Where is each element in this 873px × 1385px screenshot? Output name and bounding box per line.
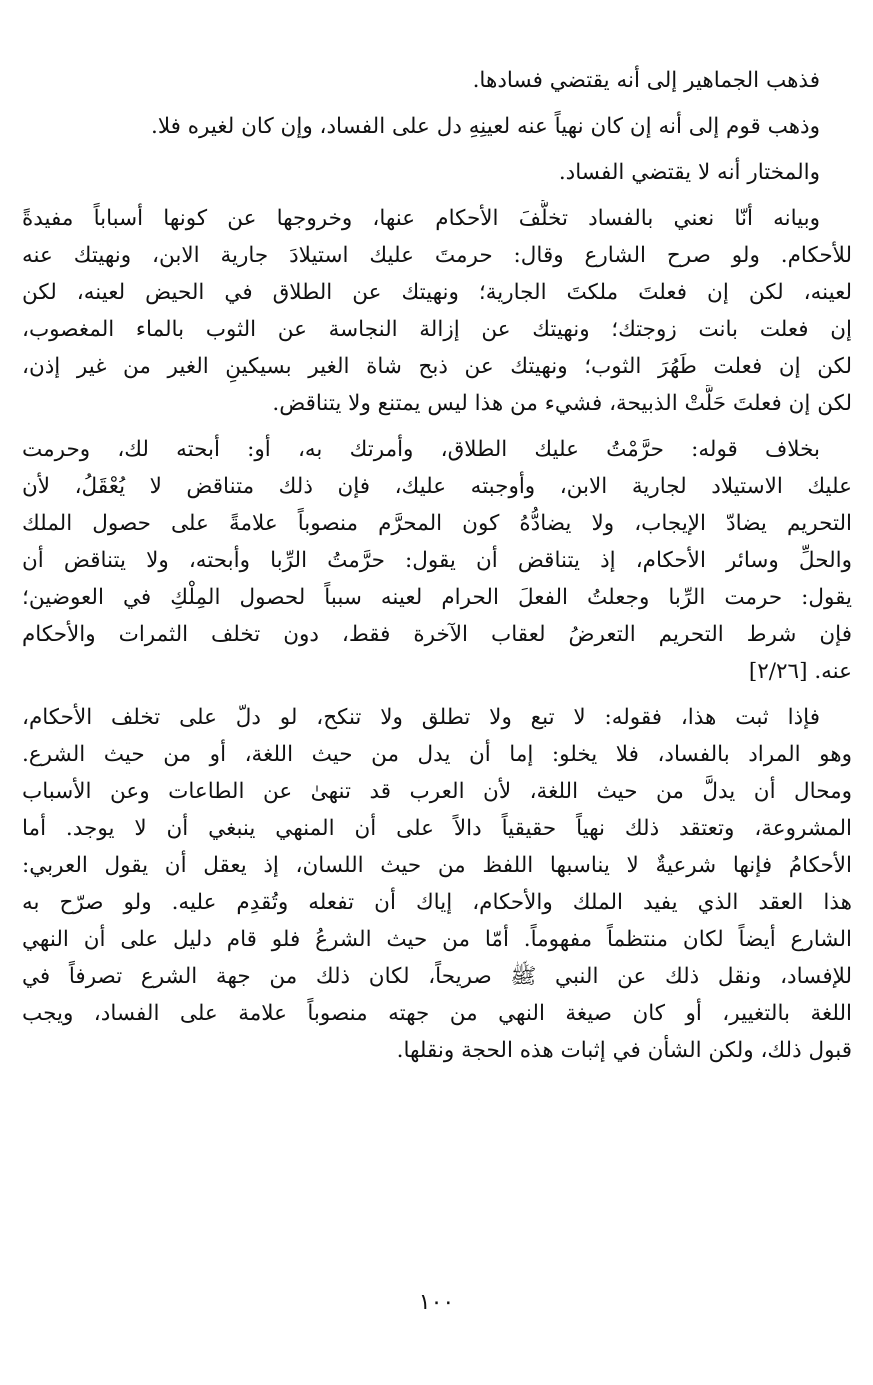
text-line: عليك الاستيلاد لجارية الابن، وأوجبته عليك، فإن ذلك متناقض لا يُعْقَلُ، لأن xyxy=(22,474,852,499)
paragraph-gap xyxy=(22,191,852,200)
text-line: الأحكامُ فإنها شرعيةٌ لا يناسبها اللفظ من حيث اللسان، إذ يعقل أن يقول العربي: xyxy=(22,853,852,878)
paragraph-gap xyxy=(22,690,852,699)
text-line: فإذا ثبت هذا، فقوله: لا تبع ولا تطلق ولا تنكح، لو دلّ على تخلف الأحكام، xyxy=(22,705,820,730)
text-line: فذهب الجماهير إلى أنه يقتضي فسادها. xyxy=(472,68,820,93)
text-line: عنه. [٢/٢٦] xyxy=(748,659,852,684)
text-line: المشروعة، وتعتقد ذلك نهياً حقيقياً دالاً على أن المنهي ينبغي أن لا يوجد. أما xyxy=(22,816,852,841)
paragraph-gap xyxy=(22,99,852,108)
text-line: هذا العقد الذي يفيد الملك والأحكام، إياك أن تفعله وتُقدِم عليه. ولو صرّح به xyxy=(22,890,852,915)
page-body xyxy=(22,62,852,1362)
paragraph-conclusion xyxy=(22,699,852,1069)
text-line: بخلاف قوله: حرَّمْتُ عليك الطلاق، وأمرتك به، أو: أبحته لك، وحرمت xyxy=(22,437,820,462)
text-line: يقول: حرمت الرِّبا وجعلتُ الفعلَ الحرام لعينه سبباً لحصول المِلْكِ في العوضين؛ xyxy=(22,585,852,610)
paragraph-some-view xyxy=(22,108,852,145)
text-line: التحريم يضادّ الإيجاب، ولا يضادُّهُ كون المحرَّم منصوباً علامةً على حصول الملك xyxy=(22,511,852,536)
text-line: للأحكام. ولو صرح الشارع وقال: حرمتَ عليك استيلادَ جارية الابن، ونهيتك عنه xyxy=(22,243,852,268)
text-line: اللغة بالتغيير، أو كان صيغة النهي من جهته منصوباً علامة على الفساد، ويجب xyxy=(22,1001,852,1026)
text-line: للإفساد، ونقل ذلك عن النبي ﷺ صريحاً، لكان ذلك من جهة الشرع تصرفاً في xyxy=(22,964,852,989)
paragraph-gap xyxy=(22,422,852,431)
text-line: لكن إن فعلت طَهُرَ الثوب؛ ونهيتك عن ذبح شاة الغير بسيكينِ الغير من غير إذن، xyxy=(22,354,852,379)
page-number: ١٠٠ xyxy=(418,1290,455,1315)
text-line: الشارع أيضاً لكان منتظماً مفهوماً. أمّا من حيث الشرعُ فلو قام دليل على أن النهي xyxy=(22,927,852,952)
paragraph-majority-view xyxy=(22,62,852,99)
text-line: وهو المراد بالفساد، فلا يخلو: إما أن يدل من حيث اللغة، أو من حيث الشرع. xyxy=(22,742,852,767)
text-line: وبيانه أنّا نعني بالفساد تخلُّفَ الأحكام عنها، وخروجها عن كونها أسباباً مفيدةً xyxy=(22,206,820,231)
paragraph-chosen-view xyxy=(22,154,852,191)
text-line: لكن إن فعلتَ حَلَّتْ الذبيحة، فشيء من هذا ليس يمتنع ولا يتناقض. xyxy=(272,391,852,416)
text-line: ومحال أن يدلَّ من حيث اللغة، لأن العرب قد تنهىٰ عن الطاعات وعن الأسباب xyxy=(22,779,852,804)
text-line: فإن شرط التحريم التعرضُ لعقاب الآخرة فقط، دون تخلف الثمرات والأحكام xyxy=(22,622,852,647)
text-line: والحلِّ وسائر الأحكام، إذ يتناقض أن يقول: حرَّمتُ الرِّبا وأبحته، ولا يتناقض أن xyxy=(22,548,852,573)
text-line: والمختار أنه لا يقتضي الفساد. xyxy=(558,160,820,185)
paragraph-contrast xyxy=(22,431,852,690)
text-line: لعينه، لكن إن فعلتَ ملكتَ الجارية؛ ونهيتك عن الطلاق في الحيض لعينه، لكن xyxy=(22,280,852,305)
paragraph-gap xyxy=(22,145,852,154)
text-line: وذهب قوم إلى أنه إن كان نهياً عنه لعينِهِ دل على الفساد، وإن كان لغيره فلا. xyxy=(151,114,820,139)
text-line: إن فعلت بانت زوجتك؛ ونهيتك عن إزالة النجاسة عن الثوب بالماء المغصوب، xyxy=(22,317,852,342)
text-line: قبول ذلك، ولكن الشأن في إثبات هذه الحجة ونقلها. xyxy=(396,1038,852,1063)
paragraph-explanation xyxy=(22,200,852,422)
